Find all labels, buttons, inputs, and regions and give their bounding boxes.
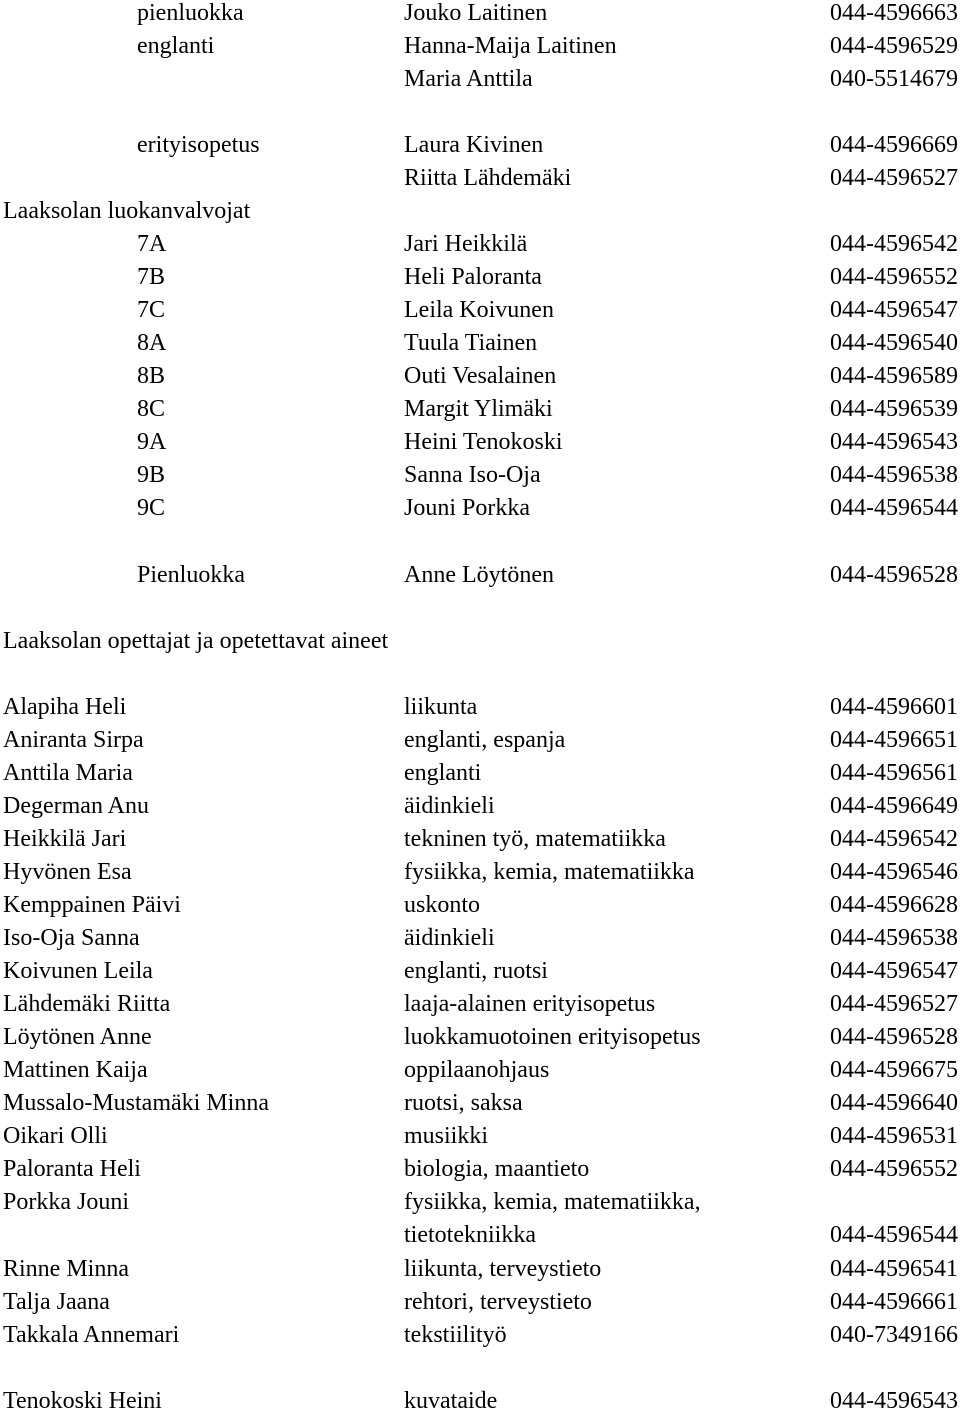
- class-label: 7A: [137, 231, 167, 257]
- teacher-name: Koivunen Leila: [3, 958, 153, 984]
- contact-row: [0, 162, 960, 195]
- teacher-name: Paloranta Heli: [3, 1156, 141, 1182]
- teacher-name: Alapiha Heli: [3, 694, 127, 720]
- class-teacher-row: [0, 459, 960, 492]
- teacher-name: Anttila Maria: [3, 760, 133, 786]
- teacher-subjects: luokkamuotoinen erityisopetus: [404, 1024, 701, 1050]
- class-teacher-row: [0, 294, 960, 327]
- phone-number: 044-4596544: [830, 1222, 958, 1248]
- teacher-row: [0, 1385, 960, 1418]
- phone-number: 044-4596628: [830, 892, 958, 918]
- teacher-name: Mussalo-Mustamäki Minna: [3, 1090, 269, 1116]
- class-label: 9C: [137, 495, 166, 521]
- teacher-name: Rinne Minna: [3, 1256, 129, 1282]
- phone-number: 044-4596601: [830, 694, 958, 720]
- class-label: 7C: [137, 297, 166, 323]
- person-name: Hanna-Maija Laitinen: [404, 33, 617, 59]
- teacher-row: [0, 691, 960, 724]
- teacher-row: [0, 790, 960, 823]
- class-teacher-row: [0, 327, 960, 360]
- class-teacher-row: [0, 559, 960, 592]
- teacher-name: Kemppainen Päivi: [3, 892, 181, 918]
- class-teacher-row: [0, 228, 960, 261]
- teacher-name: Heikkilä Jari: [3, 826, 127, 852]
- teacher-name: Mattinen Kaija: [3, 1057, 148, 1083]
- teacher-row: [0, 889, 960, 922]
- contact-row: [0, 63, 960, 96]
- phone-number: 040-7349166: [830, 1322, 958, 1348]
- class-teacher-row: [0, 393, 960, 426]
- phone-number: 044-4596528: [830, 562, 958, 588]
- teacher-name: Aniranta Sirpa: [3, 727, 144, 753]
- phone-number: 044-4596552: [830, 1156, 958, 1182]
- phone-number: 044-4596546: [830, 859, 958, 885]
- person-name: Laura Kivinen: [404, 132, 544, 158]
- class-teacher-row: [0, 492, 960, 525]
- phone-number: 044-4596544: [830, 495, 958, 521]
- contact-row: [0, 30, 960, 63]
- teacher-row: [0, 757, 960, 790]
- teacher-row: [0, 1253, 960, 1286]
- teacher-subjects: tekninen työ, matematiikka: [404, 826, 666, 852]
- phone-number: 044-4596547: [830, 297, 958, 323]
- teacher-name: Oikari Olli: [3, 1123, 108, 1149]
- teacher-subjects: biologia, maantieto: [404, 1156, 590, 1182]
- teacher-name: Jouni Porkka: [404, 495, 530, 521]
- phone-number: 044-4596589: [830, 363, 958, 389]
- teacher-row: [0, 724, 960, 757]
- teacher-subjects: liikunta, terveystieto: [404, 1256, 602, 1282]
- teacher-name: Outi Vesalainen: [404, 363, 557, 389]
- person-name: Maria Anttila: [404, 66, 533, 92]
- teacher-subjects: englanti: [404, 760, 482, 786]
- teacher-subjects: laaja-alainen erityisopetus: [404, 991, 656, 1017]
- phone-number: 044-4596669: [830, 132, 958, 158]
- teacher-name: Sanna Iso-Oja: [404, 462, 541, 488]
- class-label: 8B: [137, 363, 166, 389]
- teacher-row: [0, 856, 960, 889]
- teacher-name: Tenokoski Heini: [3, 1388, 162, 1414]
- teacher-name: Löytönen Anne: [3, 1024, 152, 1050]
- phone-number: 044-4596528: [830, 1024, 958, 1050]
- phone-number: 044-4596640: [830, 1090, 958, 1116]
- class-label: 8A: [137, 330, 167, 356]
- teacher-name: Heini Tenokoski: [404, 429, 563, 455]
- phone-number: 044-4596538: [830, 462, 958, 488]
- teacher-subjects: musiikki: [404, 1123, 489, 1149]
- class-label: Pienluokka: [137, 562, 245, 588]
- teacher-name: Takkala Annemari: [3, 1322, 180, 1348]
- phone-number: 044-4596561: [830, 760, 958, 786]
- section-heading-class-teachers: Laaksolan luokanvalvojat: [3, 198, 251, 224]
- teacher-name: Leila Koivunen: [404, 297, 554, 323]
- teacher-row: [0, 1021, 960, 1054]
- class-label: 8C: [137, 396, 166, 422]
- class-teacher-row: [0, 261, 960, 294]
- phone-number: 044-4596675: [830, 1057, 958, 1083]
- teacher-name: Porkka Jouni: [3, 1189, 129, 1215]
- phone-number: 044-4596541: [830, 1256, 958, 1282]
- teacher-row: [0, 1153, 960, 1186]
- class-label: 7B: [137, 264, 166, 290]
- teacher-name: Talja Jaana: [3, 1289, 110, 1315]
- subject-label: erityisopetus: [137, 132, 260, 158]
- teacher-subjects: fysiikka, kemia, matematiikka: [404, 859, 695, 885]
- teacher-subjects: äidinkieli: [404, 793, 495, 819]
- teacher-row-continued: [0, 1219, 960, 1252]
- teacher-name: Lähdemäki Riitta: [3, 991, 171, 1017]
- person-name: Jouko Laitinen: [404, 0, 548, 26]
- contact-row: [0, 129, 960, 162]
- teacher-name: Tuula Tiainen: [404, 330, 538, 356]
- teacher-subjects: englanti, ruotsi: [404, 958, 548, 984]
- phone-number: 044-4596661: [830, 1289, 958, 1315]
- teacher-subjects: liikunta: [404, 694, 478, 720]
- class-label: 9B: [137, 462, 166, 488]
- teacher-subjects: fysiikka, kemia, matematiikka,: [404, 1189, 701, 1215]
- section-heading-teachers-subjects: Laaksolan opettajat ja opetettavat aineet: [3, 628, 389, 654]
- phone-number: 044-4596531: [830, 1123, 958, 1149]
- teacher-row: [0, 1186, 960, 1219]
- teacher-name: Margit Ylimäki: [404, 396, 553, 422]
- teacher-row: [0, 1319, 960, 1352]
- teacher-row: [0, 988, 960, 1021]
- phone-number: 044-4596538: [830, 925, 958, 951]
- phone-number: 044-4596651: [830, 727, 958, 753]
- teacher-row: [0, 1054, 960, 1087]
- class-teacher-row: [0, 360, 960, 393]
- teacher-subjects: oppilaanohjaus: [404, 1057, 550, 1083]
- phone-number: 044-4596540: [830, 330, 958, 356]
- phone-number: 044-4596543: [830, 1388, 958, 1414]
- teacher-name: Degerman Anu: [3, 793, 149, 819]
- subject-label: pienluokka: [137, 0, 244, 26]
- teacher-row: [0, 1120, 960, 1153]
- phone-number: 044-4596649: [830, 793, 958, 819]
- phone-number: 044-4596552: [830, 264, 958, 290]
- person-name: Riitta Lähdemäki: [404, 165, 572, 191]
- phone-number: 044-4596527: [830, 991, 958, 1017]
- teacher-row: [0, 823, 960, 856]
- teacher-name: Jari Heikkilä: [404, 231, 528, 257]
- teacher-row: [0, 922, 960, 955]
- subject-label: englanti: [137, 33, 215, 59]
- phone-number: 044-4596529: [830, 33, 958, 59]
- teacher-row: [0, 955, 960, 988]
- teacher-name: Heli Paloranta: [404, 264, 542, 290]
- phone-number: 044-4596542: [830, 231, 958, 257]
- teacher-subjects: uskonto: [404, 892, 481, 918]
- teacher-subjects: äidinkieli: [404, 925, 495, 951]
- phone-number: 044-4596547: [830, 958, 958, 984]
- teacher-name: Anne Löytönen: [404, 562, 554, 588]
- teacher-subjects: tekstiilityö: [404, 1322, 507, 1348]
- phone-number: 044-4596539: [830, 396, 958, 422]
- teacher-row: [0, 1087, 960, 1120]
- teacher-row: [0, 1286, 960, 1319]
- phone-number: 044-4596663: [830, 0, 958, 26]
- teacher-subjects: kuvataide: [404, 1388, 498, 1414]
- phone-number: 044-4596527: [830, 165, 958, 191]
- teacher-subjects: ruotsi, saksa: [404, 1090, 523, 1116]
- phone-number: 044-4596543: [830, 429, 958, 455]
- contact-row: [0, 0, 960, 30]
- class-teacher-row: [0, 426, 960, 459]
- teacher-name: Iso-Oja Sanna: [3, 925, 140, 951]
- teacher-subjects: rehtori, terveystieto: [404, 1289, 592, 1315]
- teacher-subjects-continued: tietotekniikka: [404, 1222, 536, 1248]
- teacher-subjects: englanti, espanja: [404, 727, 566, 753]
- class-label: 9A: [137, 429, 167, 455]
- teacher-name: Hyvönen Esa: [3, 859, 132, 885]
- phone-number: 040-5514679: [830, 66, 958, 92]
- phone-number: 044-4596542: [830, 826, 958, 852]
